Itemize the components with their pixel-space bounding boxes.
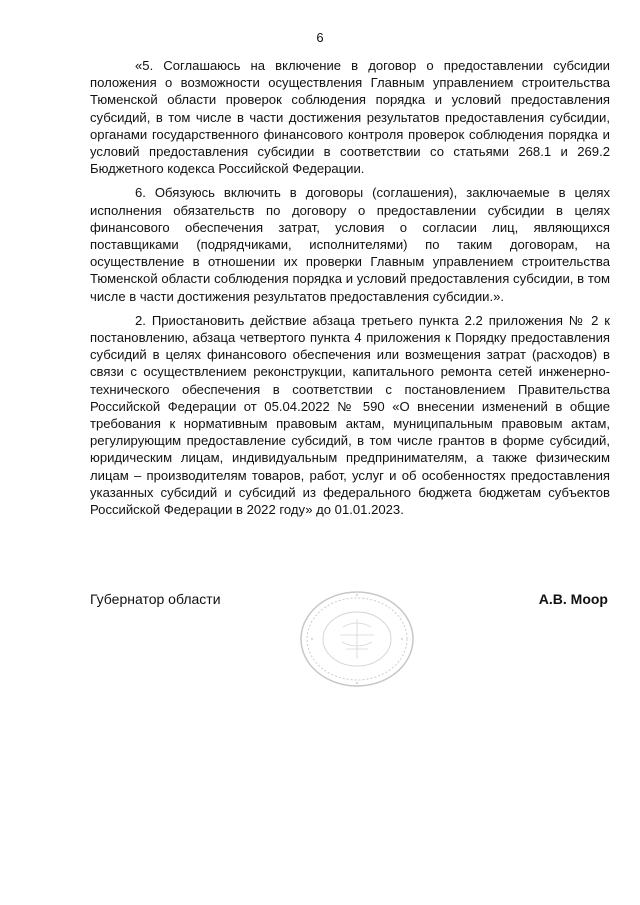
paragraph-clause-6: 6. Обязуюсь включить в договоры (соглашения), заключаемые в целях исполнения обязательств по договору о предоставлении субсидии в целях финансового обеспечения затрат, условия о согласии лиц, являющихся поставщиками (подрядчиками, исполнителями) по таким договорам, на осуществление в отношении их проверки Главным управлением строительства Тюменской области соблюдения порядка и условий предоставления субсидии, в том числе в части достижения результатов предоставления субсидии.». (90, 185, 610, 304)
paragraph-clause-5: «5. Соглашаюсь на включение в договор о предоставлении субсидии положения о возможности осуществления Главным управлением строительства Тюменской области проверок соблюдения порядка и условий предоставления субсидий, в том числе в части достижения результатов предоставления субсидии, органами государственного финансового контроля проверок соблюдения порядка и условий предоставления субсидии в соответствии со статьями 268.1 и 269.2 Бюджетного кодекса Российской Федерации. (90, 58, 610, 177)
signatory-name: А.В. Моор (538, 591, 608, 607)
signatory-title: Губернатор области (90, 591, 221, 607)
paragraph-item-2: 2. Приостановить действие абзаца третьего пункта 2.2 приложения № 2 к постановлению, абзаца четвертого пункта 4 приложения к Порядку предоставления субсидий в целях финансового обеспечения или возмещения затрат (расходов) в связи с осуществлением реконструкции, капитального ремонта сетей инженерно-технического обеспечения в соответствии с постановлением Правительства Российской Федерации от 05.04.2022 № 590 «О внесении изменений в общие требования к нормативным правовым актам, муниципальным правовым актам, регулирующим предоставление субсидий, в том числе грантов в форме субсидий, юридическим лицам, индивидуальным предпринимателям, а также физическим лицам – производителям товаров, работ, услуг и об особенностях предоставления указанных субсидий и субсидий из федерального бюджета бюджетам субъектов Российской Федерации в 2022 году» до 01.01.2023. (90, 312, 610, 518)
document-body (90, 57, 610, 525)
page-number: 6 (316, 30, 324, 45)
official-seal-stamp (298, 589, 416, 689)
